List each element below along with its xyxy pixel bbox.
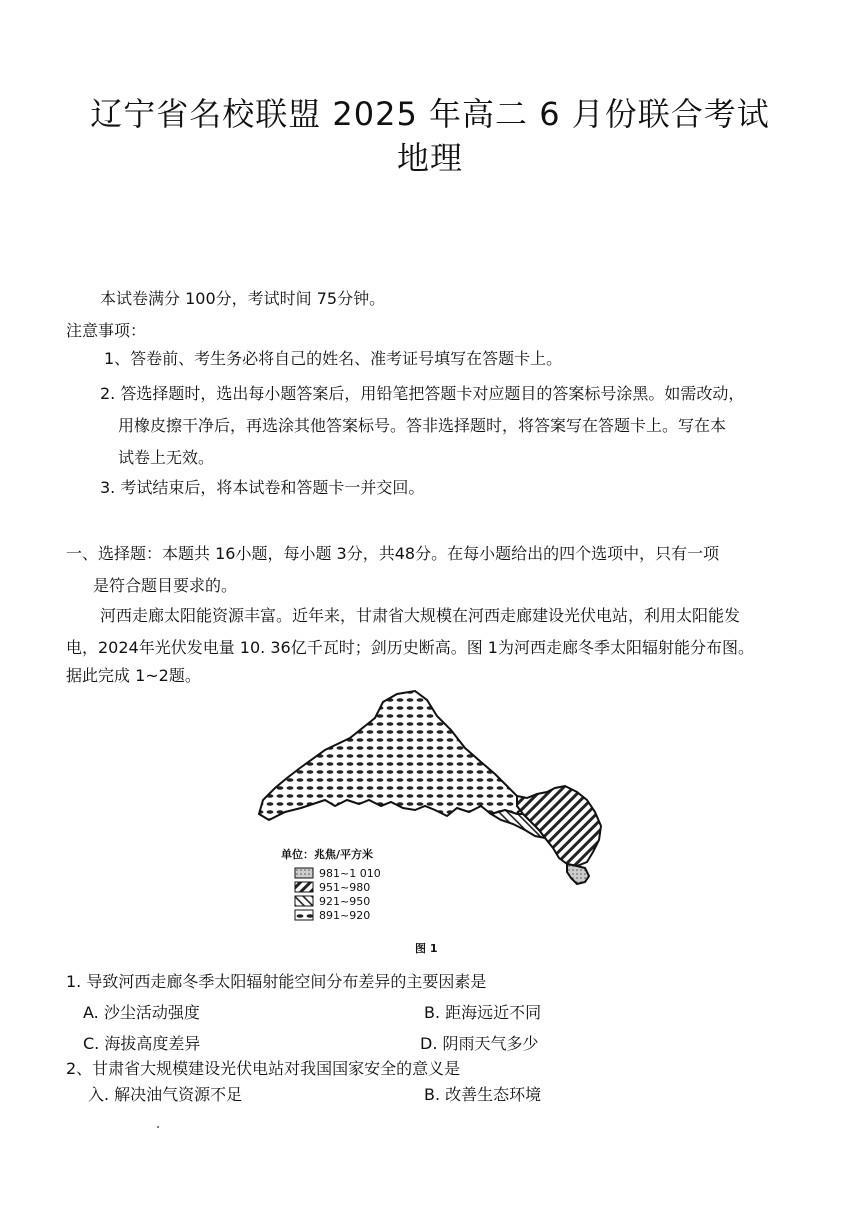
legend-swatch-891-920 xyxy=(295,910,313,920)
note-2-line-3: 试卷上无效。 xyxy=(118,448,215,467)
section-heading-line-2: 是符合题目要求的。 xyxy=(93,576,238,595)
legend-label-951-980: 951~980 xyxy=(319,881,371,894)
legend-swatch-981-1010 xyxy=(295,868,313,878)
document-subject: 地理 xyxy=(396,139,463,177)
figure-caption: 图 1 xyxy=(415,942,438,955)
legend-label-891-920: 891~920 xyxy=(319,909,371,922)
passage-line-3: 据此完成 1~2题。 xyxy=(66,666,201,685)
passage-line-2: 电，2024年光伏发电量 10. 36亿千瓦时；剑历史断高。图 1为河西走廊冬季太阳辐射能分布图。 xyxy=(66,638,754,657)
question-2-option-b: B. 改善生态环境 xyxy=(424,1085,542,1104)
note-2-line-1: 2. 答选择题时，选出每小题答案后，用铅笔把答题卡对应题目的答案标号涂黑。如需改动， xyxy=(100,384,745,403)
map-legend xyxy=(295,867,381,922)
passage-line-1: 河西走廊太阳能资源丰富。近年来，甘肃省大规模在河西走廊建设光伏电站，利用太阳能发 xyxy=(100,606,741,625)
question-1-option-b: B. 距海远近不同 xyxy=(424,1003,542,1022)
legend-label-921-950: 921~950 xyxy=(319,895,371,908)
note-2-line-2: 用橡皮擦干净后，再选涂其他答案标号。答非选择题时，将答案写在答题卡上。写在本 xyxy=(118,416,727,435)
document-title: 辽宁省名校联盟 2025 年高二 6 月份联合考试 xyxy=(90,95,770,133)
hexi-corridor-radiation-map xyxy=(255,688,615,958)
section-heading-line-1: 一、选择题：本题共 16小题，每小题 3分，共48分。在每小题给出的四个选项中，只有一项 xyxy=(66,544,720,563)
question-2-stem: 2、甘肃省大规模建设光伏电站对我国国家安全的意义是 xyxy=(66,1059,461,1078)
zone-981-1010 xyxy=(567,864,589,884)
notes-heading: 注意事项： xyxy=(66,321,147,340)
stray-dot xyxy=(157,1126,159,1128)
legend-label-981-1010: 981~1 010 xyxy=(319,867,381,880)
map-unit-label: 单位：兆焦/平方米 xyxy=(281,848,374,861)
question-2-option-a: 入. 解决油气资源不足 xyxy=(88,1085,243,1104)
question-1-option-c: C. 海拔高度差异 xyxy=(83,1034,201,1053)
legend-swatch-951-980 xyxy=(295,882,313,892)
zone-891-920 xyxy=(259,691,523,820)
exam-info: 本试卷满分 100分，考试时间 75分钟。 xyxy=(100,289,386,308)
legend-swatch-921-950 xyxy=(295,896,313,906)
question-1-option-a: A. 沙尘活动强度 xyxy=(83,1003,200,1022)
question-1-stem: 1. 导致河西走廊冬季太阳辐射能空间分布差异的主要因素是 xyxy=(66,972,487,991)
note-1: 1、答卷前、考生务必将自己的姓名、准考证号填写在答题卡上。 xyxy=(104,349,563,368)
question-1-option-d: D. 阴雨天气多少 xyxy=(420,1034,539,1053)
note-3: 3. 考试结束后，将本试卷和答题卡一并交回。 xyxy=(100,478,425,497)
